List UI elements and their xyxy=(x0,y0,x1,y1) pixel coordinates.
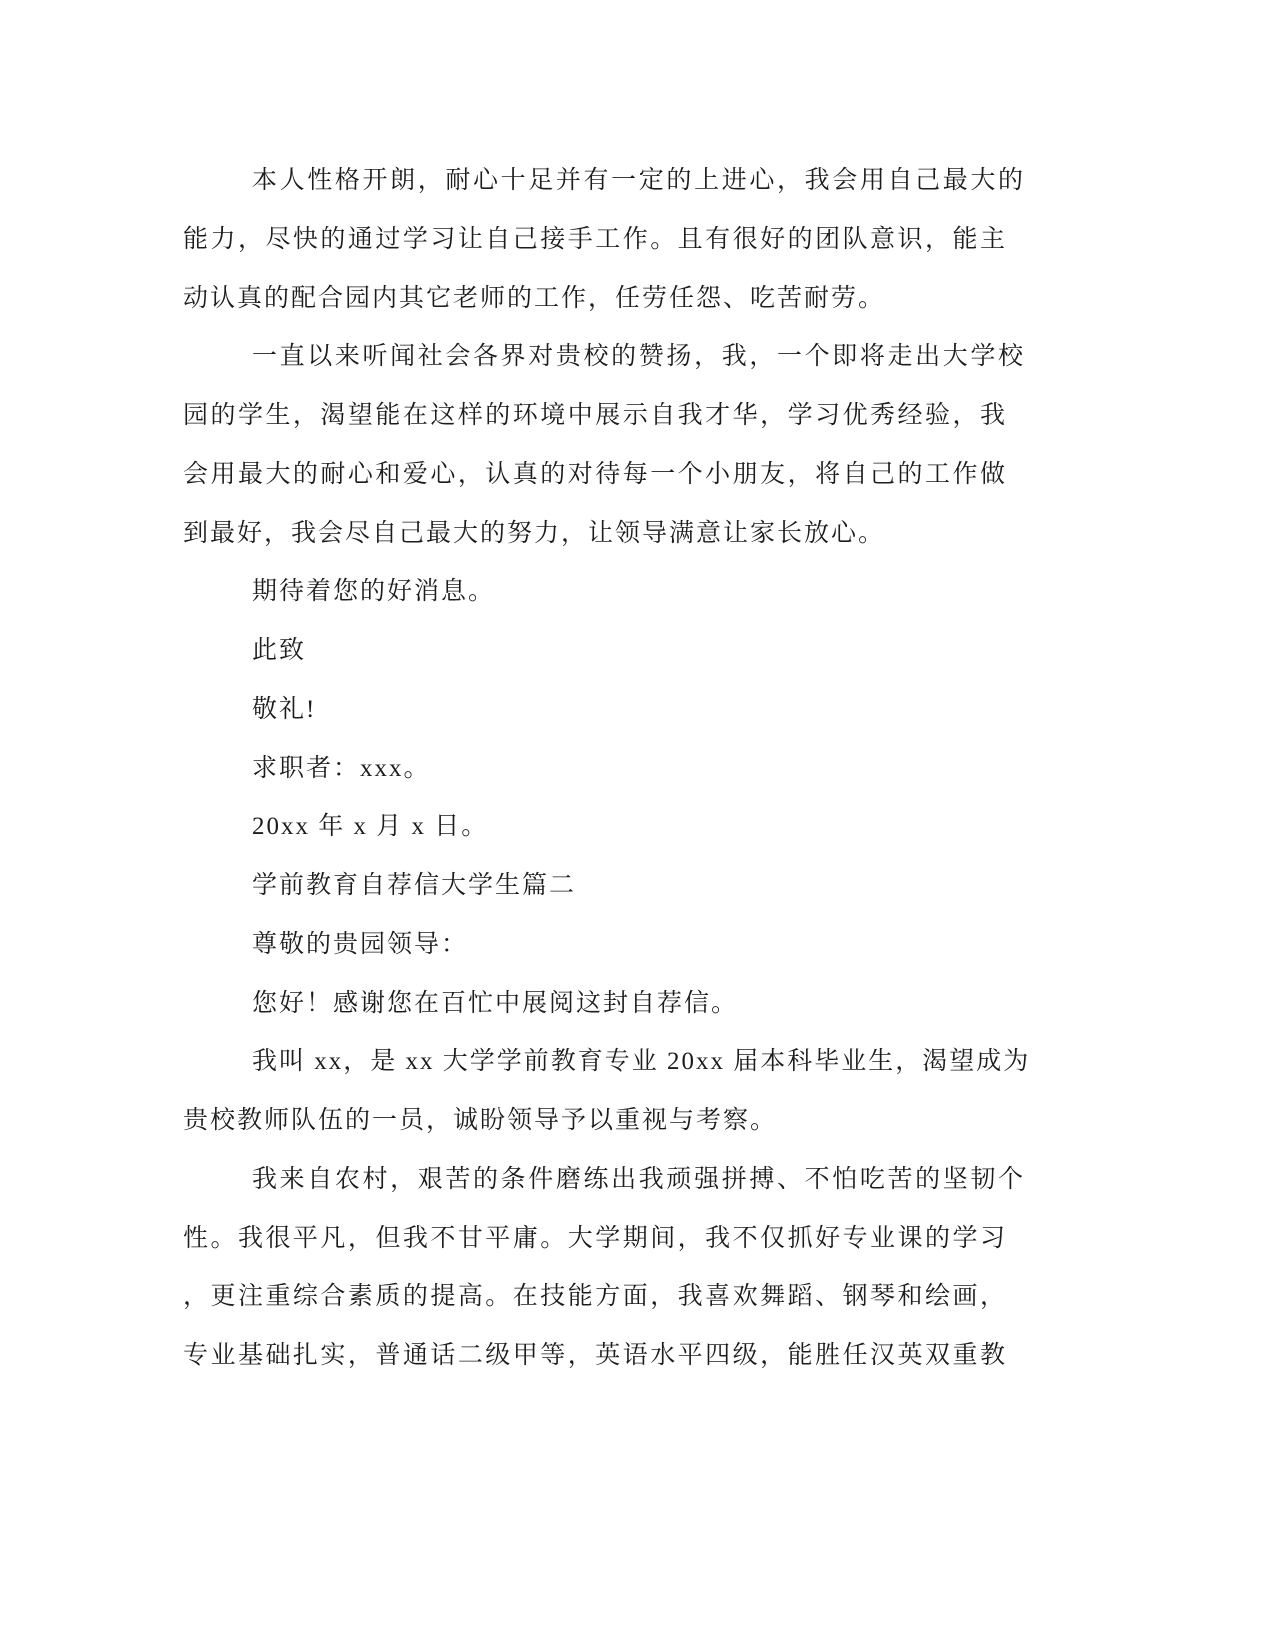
section-title: 学前教育自荐信大学生篇二 xyxy=(252,872,577,899)
closing-jing-li: 敬礼! xyxy=(252,695,317,723)
greeting: 您好！感谢您在百忙中展阅这封自荐信。 xyxy=(252,989,739,1017)
letter-body xyxy=(183,152,1031,1386)
closing-ci-zhi: 此致 xyxy=(252,637,307,664)
paragraph-line: 动认真的配合园内其它老师的工作，任劳任怨、吃苦耐劳。 xyxy=(183,284,886,312)
paragraph-line: 专业基础扎实，普通话二级甲等，英语水平四级，能胜任汉英双重教 xyxy=(183,1342,1007,1369)
paragraph-line: ，更注重综合素质的提高。在技能方面，我喜欢舞蹈、钢琴和绘画， xyxy=(183,1283,1007,1311)
paragraph-line: 贵校教师队伍的一员，诚盼领导予以重视与考察。 xyxy=(183,1107,778,1134)
paragraph-line: 我叫 xx，是 xx 大学学前教育专业 20xx 届本科毕业生，渴望成为 xyxy=(252,1048,1031,1076)
paragraph-line: 会用最大的耐心和爱心，认真的对待每一个小朋友，将自己的工作做 xyxy=(183,460,1007,488)
salutation: 尊敬的贵园领导： xyxy=(252,930,469,958)
paragraph-line: 本人性格开朗，耐心十足并有一定的上进心，我会用自己最大的 xyxy=(252,167,1025,194)
paragraph-line: 到最好，我会尽自己最大的努力，让领导满意让家长放心。 xyxy=(183,519,886,547)
closing-wish: 期待着您的好消息。 xyxy=(252,578,496,606)
paragraph-line: 我来自农村，艰苦的条件磨练出我顽强拼搏、不怕吃苦的坚韧个 xyxy=(252,1165,1025,1193)
paragraph-line: 性。我很平凡，但我不甘平庸。大学期间，我不仅抓好专业课的学习 xyxy=(183,1224,1007,1252)
date: 20xx 年 x 月 x 日。 xyxy=(252,813,489,841)
signature: 求职者：xxx。 xyxy=(252,754,431,782)
paragraph-line: 一直以来听闻社会各界对贵校的赞扬，我，一个即将走出大学校 xyxy=(252,343,1025,371)
paragraph-line: 能力，尽快的通过学习让自己接手工作。且有很好的团队意识，能主 xyxy=(183,225,1007,253)
paragraph-line: 园的学生，渴望能在这样的环境中展示自我才华，学习优秀经验，我 xyxy=(183,402,1007,429)
